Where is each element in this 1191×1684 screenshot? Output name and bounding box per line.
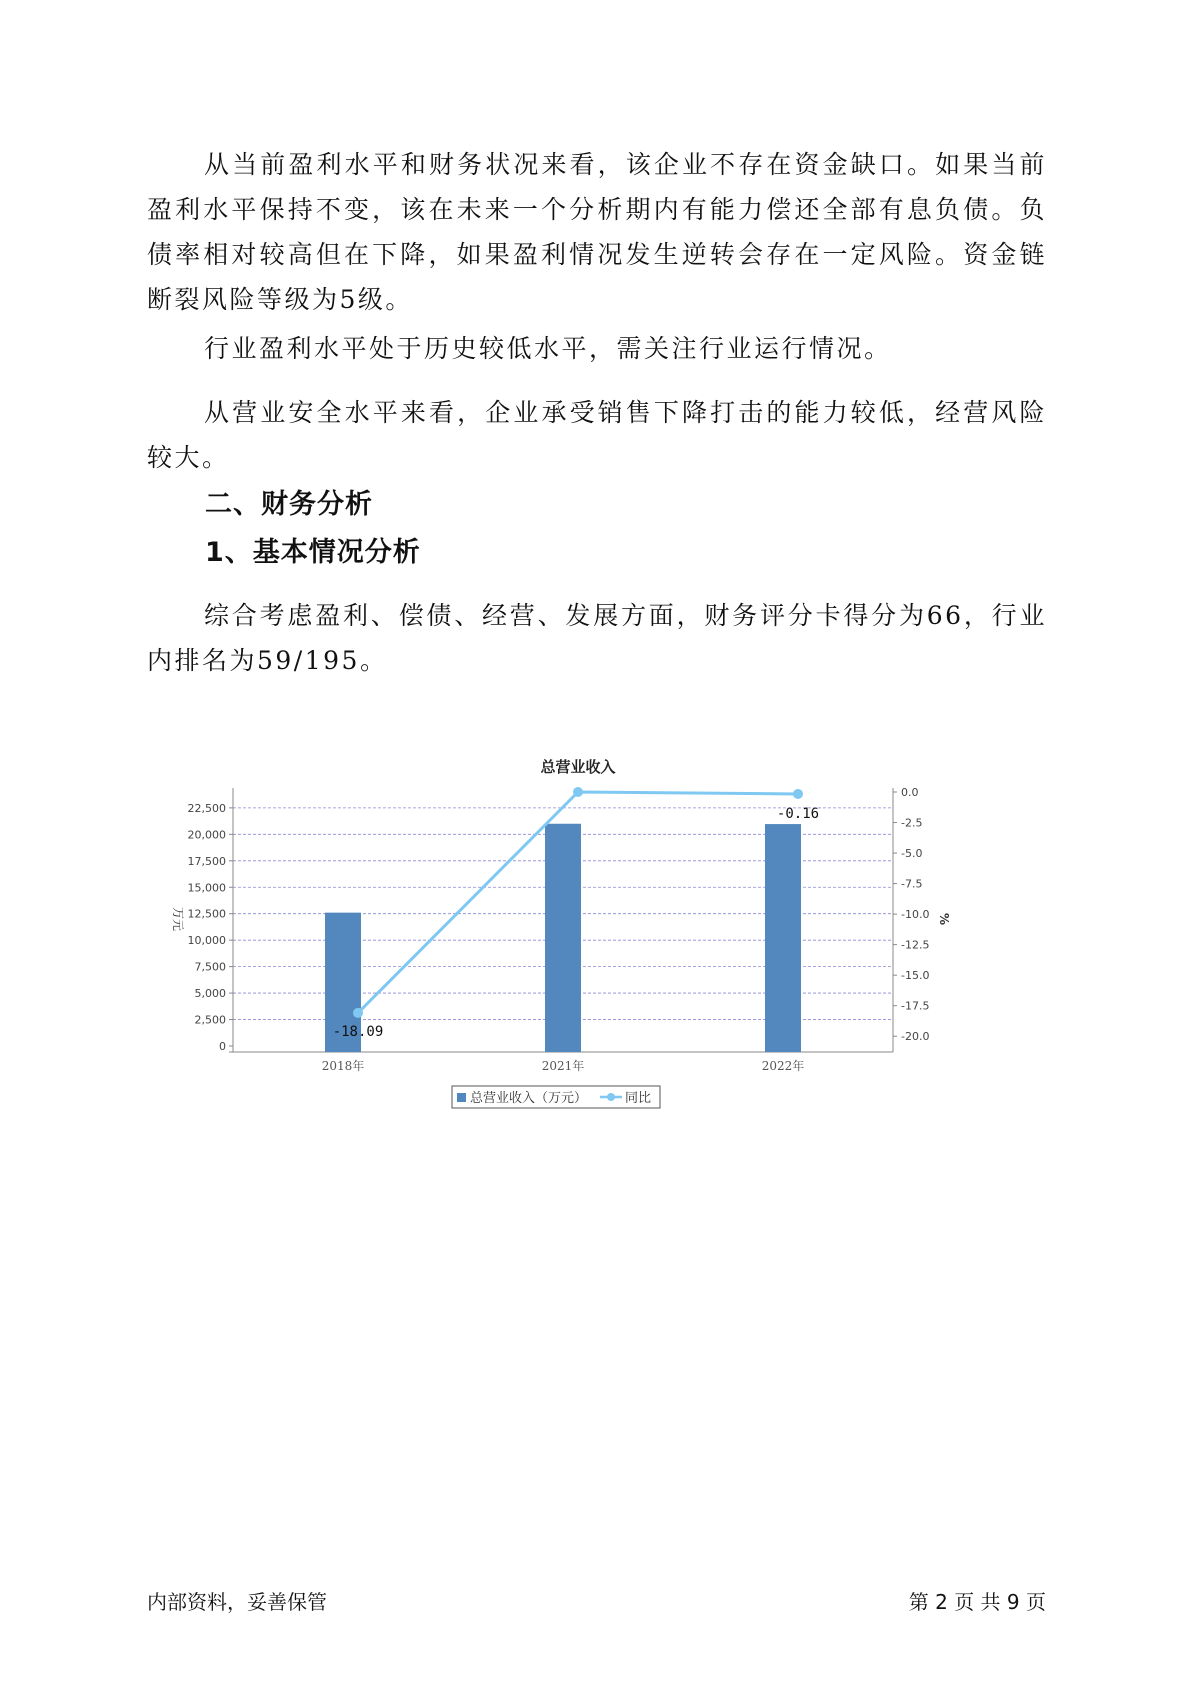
yoy-point (793, 789, 803, 799)
right-tick-label: -2.5 (901, 816, 923, 830)
right-tick-label: -10.0 (901, 908, 930, 922)
data-label: -0.16 (776, 805, 820, 822)
section-heading: 二、财务分析 (205, 489, 373, 520)
paragraph-score-summary: 综合考虑盈利、偿债、经营、发展方面，财务评分卡得分为66，行业内排名为59/195。 (147, 601, 1047, 675)
right-tick-label: -12.5 (901, 938, 930, 952)
chart-title: 总营业收入 (540, 758, 616, 776)
left-tick-label: 17,500 (187, 854, 226, 868)
revenue-bar (765, 824, 801, 1052)
x-tick-label: 2018年 (321, 1059, 365, 1073)
legend-label-revenue: 总营业收入（万元） (470, 1091, 588, 1106)
paragraph-operating-safety: 从营业安全水平来看，企业承受销售下降打击的能力较低，经营风险较大。 (147, 398, 1047, 472)
right-axis-title: % (937, 912, 951, 926)
left-tick-label: 0 (219, 1040, 226, 1053)
legend-line-marker (607, 1093, 615, 1101)
right-tick-label: -17.5 (901, 999, 930, 1013)
left-axis-title: 万元 (171, 906, 185, 932)
paragraph-industry-profit: 行业盈利水平处于历史较低水平，需关注行业运行情况。 (204, 334, 892, 363)
legend-label-yoy: 同比 (625, 1091, 652, 1106)
right-tick-label: -20.0 (901, 1030, 930, 1044)
left-tick-label: 10,000 (187, 934, 226, 948)
left-tick-label: 12,500 (187, 907, 226, 921)
revenue-chart (170, 750, 1050, 1210)
data-label: -18.09 (332, 1023, 384, 1040)
yoy-point (573, 787, 583, 797)
right-tick-label: -7.5 (901, 877, 923, 891)
right-tick-label: -5.0 (901, 847, 923, 861)
yoy-point (353, 1008, 363, 1018)
right-tick-label: 0.0 (901, 786, 919, 799)
left-tick-label: 2,500 (194, 1013, 226, 1027)
revenue-bar (545, 824, 581, 1052)
x-tick-label: 2022年 (761, 1059, 805, 1073)
x-tick-label: 2021年 (541, 1059, 585, 1073)
footer-confidential-note: 内部资料，妥善保管 (147, 1590, 327, 1614)
left-tick-label: 5,000 (194, 987, 226, 1001)
footer-page-number: 第 2 页 共 9 页 (908, 1590, 1046, 1614)
legend-bar-swatch (457, 1093, 466, 1102)
paragraph-funding-gap: 从当前盈利水平和财务状况来看，该企业不存在资金缺口。如果当前盈利水平保持不变，该在未来一个分析期内有能力偿还全部有息负债。负债率相对较高但在下降，如果盈利情况发生逆转会存在一定风险。资金链断裂风险等级为5级。 (147, 150, 1047, 314)
left-tick-label: 7,500 (194, 960, 226, 974)
left-tick-label: 20,000 (187, 828, 226, 842)
left-tick-label: 15,000 (187, 881, 226, 895)
right-tick-label: -15.0 (901, 969, 930, 983)
left-tick-label: 22,500 (187, 801, 226, 815)
subsection-heading: 1、基本情况分析 (205, 537, 421, 568)
